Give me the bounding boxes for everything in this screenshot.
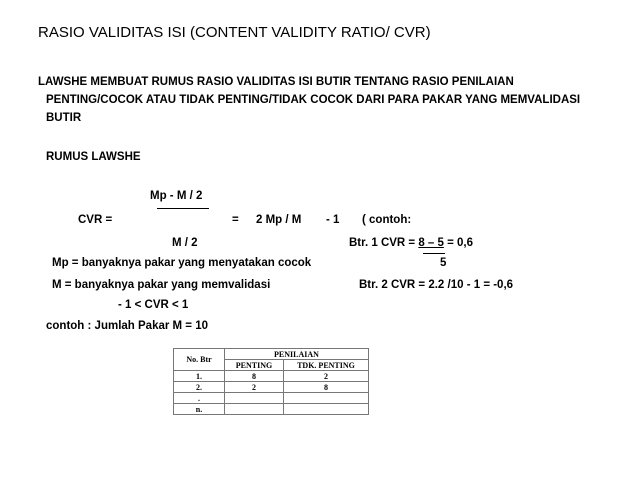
table-cell: 2 [284, 371, 369, 382]
table-cell: 8 [225, 371, 284, 382]
table-cell: 2 [225, 382, 284, 393]
table-row [174, 382, 369, 393]
header-no-btr: No. Btr [174, 349, 225, 371]
example-btr1 [349, 237, 473, 249]
example-label: ( contoh: [362, 214, 412, 226]
definition-m: M = banyaknya pakar yang memvalidasi [52, 279, 271, 291]
formula-minus-one: - 1 [326, 214, 340, 226]
subheading: RUMUS LAWSHE [46, 151, 141, 163]
table-cell: 2. [174, 382, 225, 393]
btr1-result: = 0,6 [443, 237, 474, 249]
table-row [174, 404, 369, 415]
btr1-numerator: 8 – 5 [418, 237, 444, 249]
header-penting: PENTING [225, 360, 284, 371]
intro-line-1: LAWSHE MEMBUAT RUMUS RASIO VALIDITAS ISI BUTIR TENTANG RASIO PENILAIAN [38, 76, 514, 88]
rating-table [173, 348, 369, 415]
table-cell: n. [174, 404, 225, 415]
btr1-prefix: Btr. 1 CVR = [349, 237, 419, 249]
table-header-row [174, 349, 369, 360]
slide-title: RASIO VALIDITAS ISI (CONTENT VALIDITY RATIO/ CVR) [38, 24, 431, 41]
btr1-fraction-bar [423, 253, 445, 254]
definition-mp: Mp = banyaknya pakar yang menyatakan cocok [52, 257, 312, 269]
intro-line-2: PENTING/COCOK ATAU TIDAK PENTING/TIDAK COCOK DARI PARA PAKAR YANG MEMVALIDASI [46, 94, 581, 106]
fraction-bar [157, 208, 209, 209]
header-penilaian: PENILAIAN [225, 349, 369, 360]
intro-line-3: BUTIR [46, 112, 82, 124]
table-cell: 8 [284, 382, 369, 393]
example-btr2: Btr. 2 CVR = 2.2 /10 - 1 = -0,6 [359, 279, 514, 291]
table-row [174, 393, 369, 404]
formula-simplified: 2 Mp / M [256, 214, 302, 226]
formula-lhs: CVR = [78, 214, 113, 226]
header-tdk-penting: TDK. PENTING [284, 360, 369, 371]
formula-numerator: Mp - M / 2 [150, 190, 203, 202]
formula-denominator: M / 2 [172, 237, 198, 249]
example-count: contoh : Jumlah Pakar M = 10 [46, 320, 209, 332]
table-cell [284, 393, 369, 404]
table-cell: 1. [174, 371, 225, 382]
formula-equals: = [232, 214, 239, 226]
table-cell [225, 404, 284, 415]
table-cell: . [174, 393, 225, 404]
btr1-denominator: 5 [440, 257, 447, 269]
table-row [174, 371, 369, 382]
table-cell [225, 393, 284, 404]
table-cell [284, 404, 369, 415]
cvr-range: - 1 < CVR < 1 [118, 299, 189, 311]
